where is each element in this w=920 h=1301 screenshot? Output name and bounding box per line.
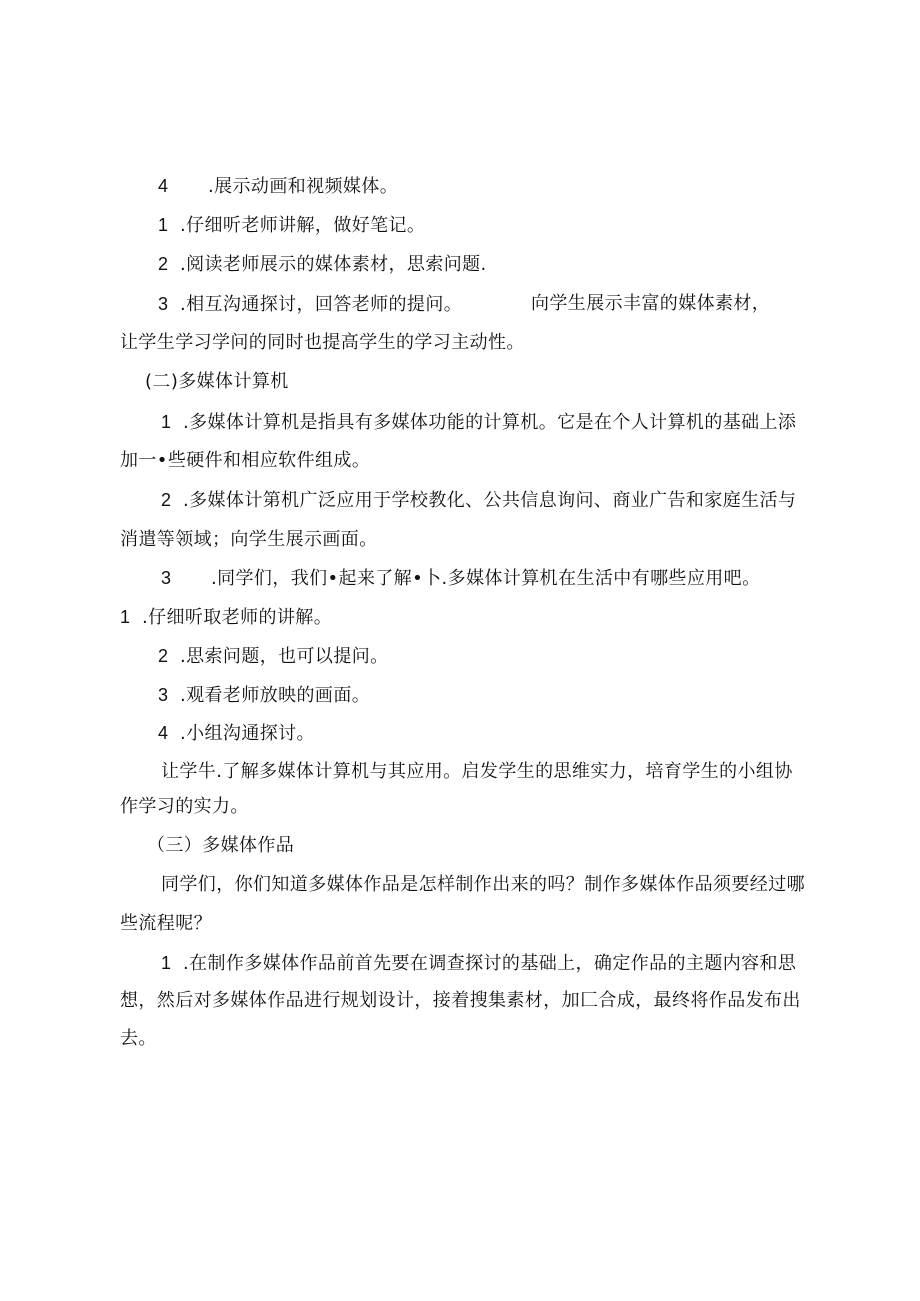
list-item xyxy=(120,605,332,630)
list-number: 4 xyxy=(158,723,169,743)
list-text: .观看老师放映的画面。 xyxy=(180,685,371,706)
list-number: 2 xyxy=(161,490,172,510)
paragraph-line: 加一•些硬件和相应软件组成。 xyxy=(120,450,371,471)
list-item xyxy=(158,213,425,238)
list-text: .相互沟通探讨，回答老师的提问。 xyxy=(180,294,463,315)
list-text: .小组沟通探讨。 xyxy=(180,723,315,744)
list-item xyxy=(161,488,796,513)
list-number: 3 xyxy=(161,568,172,588)
list-text: .阅读老师展示的媒体素材，思索问题. xyxy=(180,254,487,275)
list-number: 3 xyxy=(158,294,169,314)
list-item xyxy=(161,410,796,435)
section-heading: （三）多媒体作品 xyxy=(147,835,295,856)
list-text: .在制作多媒体作品前首先要在调查探讨的基础上，确定作品的主题内容和思 xyxy=(183,953,797,974)
list-number: 2 xyxy=(158,646,169,666)
list-item xyxy=(158,683,370,708)
paragraph-line: 消遣等领域；向学生展示画面。 xyxy=(120,529,378,550)
list-number: 2 xyxy=(158,254,169,274)
list-item xyxy=(158,252,487,277)
list-number: 3 xyxy=(158,685,169,705)
list-number: 1 xyxy=(161,953,172,973)
list-text: .仔细听取老师的讲解。 xyxy=(142,607,333,628)
list-number: 1 xyxy=(158,215,169,235)
list-item xyxy=(161,951,796,976)
list-text: .仔细听老师讲解，做好笔记。 xyxy=(180,215,426,236)
list-item xyxy=(158,644,389,669)
paragraph-line: 去。 xyxy=(120,1028,157,1049)
list-text: .思索问题，也可以提问。 xyxy=(180,646,389,667)
list-item xyxy=(161,566,760,591)
paragraph-line: 让学生学习学问的同时也提高学生的学习主动性。 xyxy=(120,332,525,353)
list-item xyxy=(158,721,315,746)
paragraph-line: 同学们，你们知道多媒体作品是怎样制作出来的吗？制作多媒体作品须要经过哪 xyxy=(161,874,805,895)
section-heading: (二)多媒体计算机 xyxy=(145,371,289,392)
list-item xyxy=(158,174,398,199)
paragraph-line: 想，然后对多媒体作品进行规划设计，接着搜集素材，加匚合成，最终将作品发布出 xyxy=(120,990,801,1011)
list-text: .展示动画和视频媒体。 xyxy=(208,176,399,197)
list-text: .多媒体计第机广泛应用于学校教化、公共信息询问、商业广告和家庭生活与 xyxy=(183,490,797,511)
paragraph-line: 些流程呢？ xyxy=(120,913,212,934)
paragraph-line: 向学生展示丰富的媒体素材， xyxy=(531,293,771,314)
list-number: 1 xyxy=(120,607,131,627)
list-item xyxy=(158,292,462,317)
list-text: .同学们，我们•起来了解•卜.多媒体计算机在生活中有哪些应用吧。 xyxy=(211,568,761,589)
paragraph-line: 作学习的实力。 xyxy=(120,796,249,817)
list-number: 1 xyxy=(161,412,172,432)
list-text: .多媒体计算机是指具有多媒体功能的计算机。它是在个人计算机的基础上添 xyxy=(183,412,797,433)
list-number: 4 xyxy=(158,176,169,196)
paragraph-line: 让学牛.了解多媒体计算机与其应用。启发学生的思维实力，培育学生的小组协 xyxy=(161,761,793,782)
